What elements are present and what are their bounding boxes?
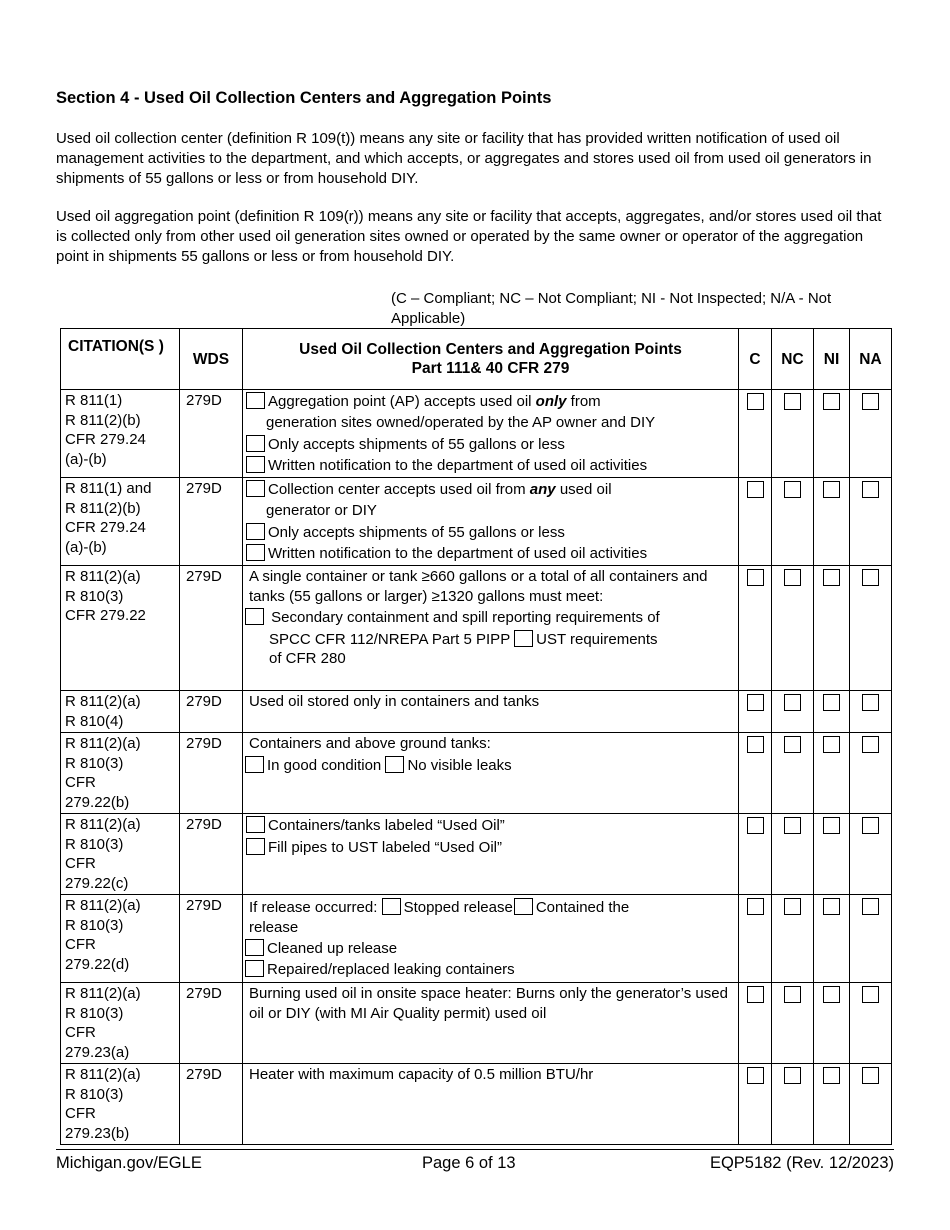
- citation-cell: [61, 895, 180, 983]
- requirement-text: Repaired/replaced leaking containers: [267, 960, 515, 978]
- footer-website: Michigan.gov/EGLE: [56, 1154, 202, 1172]
- citation-line: 279.22(d): [65, 955, 130, 973]
- citation-line: CFR: [65, 1105, 96, 1123]
- nc-cell: [772, 983, 814, 1064]
- c-cell: [739, 895, 772, 983]
- c-cell: [739, 733, 772, 814]
- citation-line: R 811(2)(a): [65, 897, 141, 915]
- requirement-text: of CFR 280: [269, 650, 346, 668]
- na-cell: [850, 691, 892, 733]
- citation-line: R 811(2)(b): [65, 499, 141, 517]
- nc-checkbox[interactable]: [784, 569, 801, 586]
- citation-cell: [61, 733, 180, 814]
- table-row: [61, 895, 892, 983]
- requirement-checkbox[interactable]: [246, 544, 265, 561]
- requirement-text: Written notification to the department of used oil activities: [268, 545, 648, 563]
- ni-checkbox[interactable]: [823, 898, 840, 915]
- na-cell: [850, 814, 892, 895]
- na-cell: [850, 733, 892, 814]
- wds-cell: 279D: [180, 733, 243, 814]
- ni-checkbox[interactable]: [823, 736, 840, 753]
- citation-line: CFR: [65, 936, 96, 954]
- ni-cell: [814, 895, 850, 983]
- nc-cell: [772, 733, 814, 814]
- c-cell: [739, 478, 772, 566]
- requirement-text: SPCC CFR 112/NREPA Part 5 PIPP: [269, 630, 510, 648]
- citation-line: R 811(2)(a): [65, 985, 141, 1003]
- citation-header: CITATION(S ): [61, 329, 180, 390]
- ni-checkbox[interactable]: [823, 817, 840, 834]
- requirement-header-subtitle: Part 111& 40 CFR 279: [411, 360, 570, 377]
- na-cell: [850, 1064, 892, 1145]
- requirement-checkbox[interactable]: [246, 456, 265, 473]
- requirement-text: UST requirements: [536, 630, 658, 648]
- aggregation-point-definition: Used oil aggregation point (definition R 109(r)) means any site or facility that accepts, aggregates, and/or stores used oil that is collected only from other used oil generation sites owned or operated by the same owner or operator of the aggregation point in shipments 55 gallons or less or from household DIY.: [56, 208, 882, 265]
- c-checkbox[interactable]: [747, 736, 764, 753]
- citation-line: R 810(3): [65, 754, 124, 772]
- na-cell: [850, 478, 892, 566]
- citation-line: R 811(2)(a): [65, 693, 141, 711]
- nc-checkbox[interactable]: [784, 1067, 801, 1084]
- citation-line: CFR: [65, 774, 96, 792]
- table-row: [61, 691, 892, 733]
- requirement-text: Only accepts shipments of 55 gallons or less: [268, 435, 565, 453]
- ni-cell: [814, 1064, 850, 1145]
- requirement-text: release: [249, 918, 299, 936]
- c-checkbox[interactable]: [747, 817, 764, 834]
- citation-line: R 811(2)(a): [65, 568, 141, 586]
- citation-line: 279.23(a): [65, 1043, 130, 1061]
- na-checkbox[interactable]: [862, 481, 879, 498]
- requirement-text: A single container or tank ≥660 gallons or a total of all containers and tanks (55 gallons or larger) ≥1320 gallons must meet:: [249, 568, 708, 605]
- ni-checkbox[interactable]: [823, 393, 840, 410]
- c-cell: [739, 390, 772, 478]
- ni-checkbox[interactable]: [823, 569, 840, 586]
- requirement-cell: Heater with maximum capacity of 0.5 million BTU/hr: [243, 1064, 739, 1145]
- nc-cell: [772, 566, 814, 691]
- nc-cell: [772, 895, 814, 983]
- page-footer: [56, 1149, 894, 1174]
- table-row: [61, 983, 892, 1064]
- wds-cell: 279D: [180, 691, 243, 733]
- requirement-checkbox[interactable]: [245, 756, 264, 773]
- c-checkbox[interactable]: [747, 1067, 764, 1084]
- requirement-cell: [243, 814, 739, 895]
- c-cell: [739, 983, 772, 1064]
- table-row: [61, 733, 892, 814]
- requirement-checkbox[interactable]: [246, 392, 265, 409]
- c-checkbox[interactable]: [747, 569, 764, 586]
- requirement-cell: [243, 390, 739, 478]
- na-checkbox[interactable]: [862, 694, 879, 711]
- nc-cell: [772, 691, 814, 733]
- citation-line: R 810(3): [65, 916, 124, 934]
- c-checkbox[interactable]: [747, 694, 764, 711]
- wds-cell: 279D: [180, 390, 243, 478]
- requirement-cell: Used oil stored only in containers and tanks: [243, 691, 739, 733]
- citation-line: 279.22(c): [65, 874, 129, 892]
- citation-line: R 810(3): [65, 1085, 124, 1103]
- na-header: NA: [850, 329, 892, 390]
- requirement-text: Written notification to the department of used oil activities: [268, 456, 648, 474]
- requirement-text: Collection center accepts used oil from: [268, 481, 530, 499]
- c-checkbox[interactable]: [747, 393, 764, 410]
- ni-cell: [814, 478, 850, 566]
- requirement-checkbox[interactable]: [246, 816, 265, 833]
- na-checkbox[interactable]: [862, 569, 879, 586]
- ni-checkbox[interactable]: [823, 986, 840, 1003]
- requirement-cell: [243, 566, 739, 691]
- ni-cell: [814, 566, 850, 691]
- nc-cell: [772, 1064, 814, 1145]
- requirement-text: No visible leaks: [407, 756, 512, 774]
- ni-header: NI: [814, 329, 850, 390]
- wds-cell: 279D: [180, 566, 243, 691]
- citation-cell: [61, 691, 180, 733]
- requirement-text: Stopped release: [403, 899, 513, 917]
- na-checkbox[interactable]: [862, 986, 879, 1003]
- table-row: [61, 566, 892, 691]
- wds-cell: 279D: [180, 1064, 243, 1145]
- requirement-checkbox[interactable]: [245, 939, 264, 956]
- collection-center-definition: Used oil collection center (definition R 109(t)) means any site or facility that has provided written notification of used oil management activities to the department, and which accepts, or aggregates and stores used oil from used oil generators in shipments of 55 gallons or less or from household DIY.: [56, 130, 872, 187]
- citation-line: R 811(2)(a): [65, 1066, 141, 1084]
- table-row: [61, 814, 892, 895]
- na-checkbox[interactable]: [862, 1067, 879, 1084]
- citation-line: R 810(3): [65, 587, 124, 605]
- requirement-text: If release occurred:: [249, 899, 378, 917]
- citation-line: R 810(3): [65, 1004, 124, 1022]
- c-checkbox[interactable]: [747, 986, 764, 1003]
- citation-cell: [61, 478, 180, 566]
- ni-cell: [814, 814, 850, 895]
- ni-cell: [814, 733, 850, 814]
- requirement-text: used oil: [555, 481, 612, 499]
- nc-checkbox[interactable]: [784, 817, 801, 834]
- requirement-text: generator or DIY: [266, 502, 377, 520]
- requirement-text: Containers/tanks labeled “Used Oil”: [268, 817, 505, 835]
- requirement-text: Containers and above ground tanks:: [249, 735, 491, 753]
- nc-checkbox[interactable]: [784, 986, 801, 1003]
- inspection-table: [60, 328, 892, 1145]
- requirement-text: Aggregation point (AP) accepts used oil: [268, 393, 536, 410]
- ni-checkbox[interactable]: [823, 481, 840, 498]
- citation-line: R 810(4): [65, 712, 124, 730]
- footer-page-number: Page 6 of 13: [422, 1154, 516, 1172]
- na-checkbox[interactable]: [862, 393, 879, 410]
- requirement-text: Cleaned up release: [267, 940, 398, 958]
- c-cell: [739, 1064, 772, 1145]
- nc-checkbox[interactable]: [784, 898, 801, 915]
- citation-line: R 810(3): [65, 835, 124, 853]
- ni-cell: [814, 691, 850, 733]
- requirement-checkbox[interactable]: [514, 898, 533, 915]
- na-cell: [850, 983, 892, 1064]
- citation-line: 279.22(b): [65, 793, 130, 811]
- requirement-cell: [243, 733, 739, 814]
- ni-cell: [814, 390, 850, 478]
- citation-line: CFR 279.22: [65, 607, 146, 625]
- table-row: [61, 1064, 892, 1145]
- citation-line: CFR 279.24: [65, 519, 146, 537]
- requirement-text: Contained the: [535, 899, 630, 917]
- ni-checkbox[interactable]: [823, 694, 840, 711]
- requirement-cell: Burning used oil in onsite space heater: Burns only the generator’s used oil or DIY (with MI Air Quality permit) used oil: [243, 983, 739, 1064]
- na-checkbox[interactable]: [862, 898, 879, 915]
- nc-checkbox[interactable]: [784, 393, 801, 410]
- nc-cell: [772, 390, 814, 478]
- requirement-checkbox[interactable]: [246, 435, 265, 452]
- c-checkbox[interactable]: [747, 898, 764, 915]
- requirement-checkbox[interactable]: [246, 523, 265, 540]
- footer-form-number: EQP5182 (Rev. 12/2023): [709, 1154, 894, 1172]
- na-cell: [850, 895, 892, 983]
- na-cell: [850, 566, 892, 691]
- c-checkbox[interactable]: [747, 481, 764, 498]
- requirement-checkbox[interactable]: [246, 838, 265, 855]
- requirement-text: Secondary containment and spill reporting requirements of: [271, 609, 660, 627]
- citation-line: (a)-(b): [65, 450, 107, 468]
- section-title: Section 4 - Used Oil Collection Centers and Aggregation Points: [56, 89, 552, 107]
- requirement-header: [243, 329, 739, 390]
- nc-checkbox[interactable]: [784, 481, 801, 498]
- requirement-cell: [243, 478, 739, 566]
- requirement-checkbox[interactable]: [245, 608, 264, 625]
- requirement-text: In good condition: [267, 756, 382, 774]
- citation-line: R 811(2)(b): [65, 411, 141, 429]
- citation-cell: [61, 1064, 180, 1145]
- requirement-text: from: [566, 393, 601, 410]
- requirement-text: generation sites owned/operated by the AP owner and DIY: [266, 414, 656, 432]
- ni-cell: [814, 983, 850, 1064]
- requirement-text: Fill pipes to UST labeled “Used Oil”: [268, 839, 502, 857]
- citation-line: R 811(1): [65, 392, 123, 409]
- citation-line: 279.23(b): [65, 1124, 130, 1142]
- citation-line: (a)-(b): [65, 538, 107, 556]
- citation-cell: [61, 983, 180, 1064]
- requirement-text: Only accepts shipments of 55 gallons or less: [268, 523, 565, 541]
- citation-line: R 811(1) and: [65, 480, 152, 498]
- wds-cell: 279D: [180, 983, 243, 1064]
- na-checkbox[interactable]: [862, 817, 879, 834]
- nc-cell: [772, 478, 814, 566]
- c-cell: [739, 814, 772, 895]
- requirement-header-title: Used Oil Collection Centers and Aggregation Points: [299, 341, 682, 358]
- wds-cell: 279D: [180, 895, 243, 983]
- emphasis-text: only: [535, 393, 567, 410]
- citation-line: R 811(2)(a): [65, 735, 141, 753]
- table-row: [61, 390, 892, 478]
- table-header-row: [61, 329, 892, 390]
- citation-line: CFR 279.24: [65, 431, 146, 448]
- c-cell: [739, 566, 772, 691]
- na-checkbox[interactable]: [862, 736, 879, 753]
- requirement-checkbox[interactable]: [246, 480, 265, 497]
- requirement-checkbox[interactable]: [245, 960, 264, 977]
- citation-line: R 811(2)(a): [65, 816, 141, 834]
- emphasis-text: any: [529, 481, 556, 499]
- requirement-checkbox[interactable]: [385, 756, 404, 773]
- citation-cell: [61, 814, 180, 895]
- nc-checkbox[interactable]: [784, 694, 801, 711]
- wds-cell: 279D: [180, 814, 243, 895]
- citation-cell: [61, 566, 180, 691]
- requirement-cell: [243, 895, 739, 983]
- citation-cell: [61, 390, 180, 478]
- nc-checkbox[interactable]: [784, 736, 801, 753]
- ni-checkbox[interactable]: [823, 1067, 840, 1084]
- citation-line: CFR: [65, 855, 96, 873]
- nc-header: NC: [772, 329, 814, 390]
- na-cell: [850, 390, 892, 478]
- wds-cell: 279D: [180, 478, 243, 566]
- compliance-legend: (C – Compliant; NC – Not Compliant; NI - Not Inspected; N/A - Not Applicable): [391, 290, 832, 327]
- wds-header: WDS: [180, 329, 243, 390]
- citation-line: CFR: [65, 1024, 96, 1042]
- requirement-checkbox[interactable]: [382, 898, 401, 915]
- c-header: C: [739, 329, 772, 390]
- c-cell: [739, 691, 772, 733]
- nc-cell: [772, 814, 814, 895]
- table-row: [61, 478, 892, 566]
- requirement-checkbox[interactable]: [514, 630, 533, 647]
